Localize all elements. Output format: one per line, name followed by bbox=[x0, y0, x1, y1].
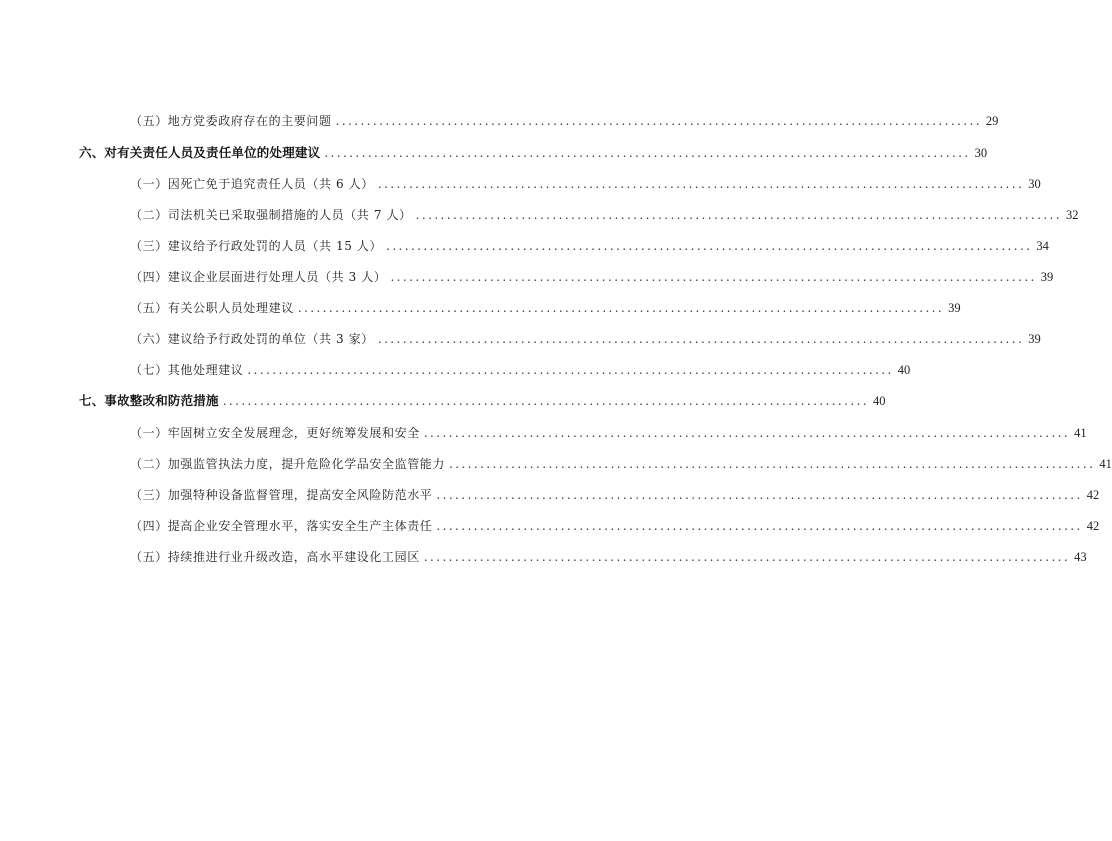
toc-section-entry[interactable] bbox=[79, 145, 988, 161]
toc-entry-title: （五）持续推进行业升级改造，高水平建设化工园区 bbox=[130, 550, 420, 564]
toc-page-number: 41 bbox=[1074, 426, 1087, 440]
toc-entry-title: （一）牢固树立安全发展理念，更好统筹发展和安全 bbox=[130, 426, 420, 440]
toc-dot-leader: ........................................................................................................ bbox=[423, 550, 1071, 564]
toc-page-number: 42 bbox=[1086, 488, 1100, 502]
toc-entry-title: （三）建议给予行政处罚的人员（共 15 人） bbox=[130, 239, 383, 253]
toc-entry[interactable] bbox=[130, 269, 1054, 285]
toc-dot-leader: ........................................................................................................ bbox=[436, 488, 1083, 502]
toc-page-number: 43 bbox=[1074, 550, 1087, 564]
toc-entry[interactable] bbox=[130, 549, 1087, 565]
toc-entry[interactable] bbox=[130, 331, 1041, 347]
toc-page-number: 40 bbox=[897, 363, 911, 377]
toc-entry-title: 七、事故整改和防范措施 bbox=[79, 393, 219, 408]
toc-entry[interactable] bbox=[130, 456, 1112, 472]
toc-entry-title: （二）加强监管执法力度，提升危险化学品安全监管能力 bbox=[130, 457, 446, 471]
toc-entry-title: 六、对有关责任人员及责任单位的处理建议 bbox=[79, 145, 321, 160]
toc-page-number: 39 bbox=[1028, 332, 1041, 346]
toc-page-number: 39 bbox=[1040, 270, 1054, 284]
toc-dot-leader: ........................................................................................................ bbox=[423, 426, 1071, 440]
toc-entry[interactable] bbox=[130, 207, 1079, 223]
toc-page-number: 41 bbox=[1099, 457, 1112, 471]
toc-entry-title: （六）建议给予行政处罚的单位（共 3 家） bbox=[130, 332, 374, 346]
toc-entry-title: （三）加强特种设备监督管理，提高安全风险防范水平 bbox=[130, 488, 433, 502]
toc-dot-leader: ........................................................................................................ bbox=[390, 270, 1037, 284]
toc-dot-leader: ........................................................................................................ bbox=[377, 332, 1025, 346]
toc-dot-leader: ........................................................................................................ bbox=[415, 208, 1062, 222]
toc-dot-leader: ........................................................................................................ bbox=[436, 519, 1083, 533]
toc-page-number: 34 bbox=[1036, 239, 1049, 253]
toc-entry-title: （一）因死亡免于追究责任人员（共 6 人） bbox=[130, 177, 374, 191]
toc-entry-title: （五）地方党委政府存在的主要问题 bbox=[130, 114, 332, 128]
toc-dot-leader: ........................................................................................................ bbox=[335, 114, 982, 128]
toc-entry-title: （五）有关公职人员处理建议 bbox=[130, 301, 294, 315]
toc-entry[interactable] bbox=[130, 362, 911, 378]
toc-dot-leader: ........................................................................................................ bbox=[324, 146, 971, 160]
toc-entry-title: （七）其他处理建议 bbox=[130, 363, 244, 377]
toc-entry[interactable] bbox=[130, 238, 1049, 254]
toc-page-number: 40 bbox=[873, 394, 886, 408]
toc-entry[interactable] bbox=[130, 518, 1100, 534]
toc-dot-leader: ........................................................................................................ bbox=[449, 457, 1096, 471]
toc-dot-leader: ........................................................................................................ bbox=[247, 363, 894, 377]
toc-entry[interactable] bbox=[130, 113, 999, 129]
toc-dot-leader: ........................................................................................................ bbox=[222, 394, 870, 408]
toc-entry[interactable] bbox=[130, 425, 1087, 441]
toc-dot-leader: ........................................................................................................ bbox=[386, 239, 1033, 253]
toc-entry-title: （四）建议企业层面进行处理人员（共 3 人） bbox=[130, 270, 387, 284]
toc-entry[interactable] bbox=[130, 300, 961, 316]
toc-page-number: 29 bbox=[985, 114, 999, 128]
toc-entry-title: （四）提高企业安全管理水平，落实安全生产主体责任 bbox=[130, 519, 433, 533]
toc-entry-title: （二）司法机关已采取强制措施的人员（共 7 人） bbox=[130, 208, 412, 222]
toc-page-number: 30 bbox=[974, 146, 988, 160]
toc-dot-leader: ........................................................................................................ bbox=[297, 301, 945, 315]
toc-section-entry[interactable] bbox=[79, 393, 886, 409]
toc-page-number: 30 bbox=[1028, 177, 1041, 191]
toc-page-number: 32 bbox=[1065, 208, 1079, 222]
toc-dot-leader: ........................................................................................................ bbox=[377, 177, 1025, 191]
toc-page-number: 42 bbox=[1086, 519, 1100, 533]
toc-entry[interactable] bbox=[130, 176, 1041, 192]
toc-page-number: 39 bbox=[948, 301, 961, 315]
toc-entry[interactable] bbox=[130, 487, 1100, 503]
